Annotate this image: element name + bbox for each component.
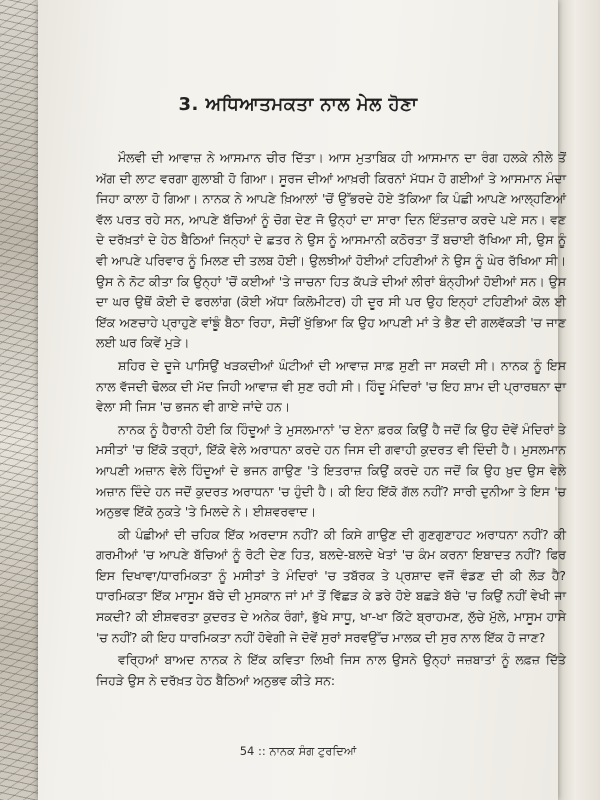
paragraph-4: ਕੀ ਪੰਛੀਆਂ ਦੀ ਚਹਿਕ ਇੱਕ ਅਰਦਾਸ ਨਹੀਂ? ਕੀ ਕਿਸੇ ਗਾਉਣ ਦੀ ਗੁਣਗੁਣਾਹਟ ਅਰਾਧਨਾ ਨਹੀਂ? ਕੀ ਗਰਮੀਆਂ 'ਚ ਆਪਣੇ ਬੱਚਿਆਂ ਨੂੰ ਰੋਟੀ ਦੇਣ ਹਿਤ, ਬਲਦੇ-ਬਲਦੇ ਖੇਤਾਂ 'ਚ ਕੰਮ ਕਰਨਾ ਇਬਾਦਤ ਨਹੀਂ? ਫਿਰ ਇਸ ਦਿਖਾਵਾ/ਧਾਰਮਿਕਤਾ ਨੂੰ ਮਸੀਤਾਂ ਤੇ ਮੰਦਿਰਾਂ 'ਚ ਤਬੱਰਕ ਤੇ ਪ੍ਰਸ਼ਾਦ ਵਜੋਂ ਵੰਡਣ ਦੀ ਕੀ ਲੋੜ ਹੈ? ਧਾਰਮਿਕਤਾ ਇੱਕ ਮਾਸੂਮ ਬੱਚੇ ਦੀ ਮੁਸਕਾਨ ਜਾਂ ਮਾਂ ਤੋਂ ਵਿੱਛੜ ਕੇ ਡਰੇ ਹੋਏ ਬਛੜੇ ਬੱਚੇ 'ਚ ਕਿਉਂ ਨਹੀਂ ਵੇਖੀ ਜਾ ਸਕਦੀ? ਕੀ ਈਸ਼ਵਰਤਾ ਕੁਦਰਤ ਦੇ ਅਨੇਕ ਰੰਗਾਂ, ਭੁੱਖੇ ਸਾਧੂ, ਖਾ-ਖਾ ਕਿੱਟੇ ਬ੍ਰਾਹਮਣ, ਲੁੱਚੇ ਮੁੱਲੇ, ਮਾਸੂਮ ਹਾਸੇ 'ਚ ਨਹੀਂ? ਕੀ ਇਹ ਧਾਰਮਿਕਤਾ ਨਹੀਂ ਹੋਵੇਗੀ ਜੇ ਦੋਵੇਂ ਸੁਰਾਂ ਸਰਵਉੱਚ ਮਾਲਕ ਦੀ ਸੁਰ ਨਾਲ ਇੱਕ ਹੋ ਜਾਣ?	[96, 526, 566, 645]
left-background-strip	[0, 0, 40, 800]
chapter-title: 3. ਅਧਿਆਤਮਕਤਾ ਨਾਲ ਮੇਲ ਹੋਣਾ	[178, 94, 418, 115]
book-page	[38, 0, 566, 800]
paragraph-2: ਸ਼ਹਿਰ ਦੇ ਦੂਜੇ ਪਾਸਿਉਂ ਖੜਕਦੀਆਂ ਘੰਟੀਆਂ ਦੀ ਆਵਾਜ਼ ਸਾਫ਼ ਸੁਣੀ ਜਾ ਸਕਦੀ ਸੀ। ਨਾਨਕ ਨੂੰ ਇਸ ਨਾਲ ਵੱਜਦੀ ਢੋਲਕ ਦੀ ਮੱਦ ਜਿਹੀ ਆਵਾਜ਼ ਵੀ ਸੁਣ ਰਹੀ ਸੀ। ਹਿੰਦੂ ਮੰਦਿਰਾਂ 'ਚ ਇਹ ਸ਼ਾਮ ਦੀ ਪ੍ਰਾਰਥਨਾ ਦਾ ਵੇਲਾ ਸੀ ਜਿਸ 'ਚ ਭਜਨ ਵੀ ਗਾਏ ਜਾਂਦੇ ਹਨ।	[96, 357, 566, 415]
paragraph-5: ਵਰ੍ਹਿਆਂ ਬਾਅਦ ਨਾਨਕ ਨੇ ਇੱਕ ਕਵਿਤਾ ਲਿਖੀ ਜਿਸ ਨਾਲ ਉਸਨੇ ਉਨ੍ਹਾਂ ਜਜ਼ਬਾਤਾਂ ਨੂੰ ਲਫ਼ਜ਼ ਦਿੱਤੇ ਜਿਹੜੇ ਉਸ ਨੇ ਦਰੱਖ਼ਤ ਹੇਠ ਬੈਠਿਆਂ ਅਨੁਭਵ ਕੀਤੇ ਸਨ:	[96, 652, 566, 688]
page-footer: 54 :: ਨਾਨਕ ਸੰਗ ਟੁਰਦਿਆਂ	[239, 744, 357, 758]
page-body	[96, 148, 566, 693]
paragraph-1: ਮੌਲਵੀ ਦੀ ਆਵਾਜ਼ ਨੇ ਆਸਮਾਨ ਚੀਰ ਦਿੱਤਾ। ਆਸ ਮੁਤਾਬਿਕ ਹੀ ਆਸਮਾਨ ਦਾ ਰੰਗ ਹਲਕੇ ਨੀਲੇ ਤੋਂ ਅੱਗ ਦੀ ਲਾਟ ਵਰਗਾ ਗੁਲਾਬੀ ਹੋ ਗਿਆ। ਸੂਰਜ ਦੀਆਂ ਆਖ਼ਰੀ ਕਿਰਨਾਂ ਮੱਧਮ ਹੋ ਗਈਆਂ ਤੇ ਆਸਮਾਨ ਮੰਦਾ ਜਿਹਾ ਕਾਲਾ ਹੋ ਗਿਆ। ਨਾਨਕ ਨੇ ਆਪਣੇ ਖ਼ਿਆਲਾਂ 'ਚੋਂ ਉੱਭਰਦੇ ਹੋਏ ਤੱਕਿਆ ਕਿ ਪੰਛੀ ਆਪਣੇ ਆਲ੍ਹਣਿਆਂ ਵੱਲ ਪਰਤ ਰਹੇ ਸਨ, ਆਪਣੇ ਬੱਚਿਆਂ ਨੂੰ ਚੋਗ ਦੇਣ ਜੋ ਉਨ੍ਹਾਂ ਦਾ ਸਾਰਾ ਦਿਨ ਇੰਤਜ਼ਾਰ ਕਰਦੇ ਪਏ ਸਨ। ਵਣ ਦੇ ਦਰੱਖ਼ਤਾਂ ਦੇ ਹੇਠ ਬੈਠਿਆਂ ਜਿਨ੍ਹਾਂ ਦੇ ਛਤਰ ਨੇ ਉਸ ਨੂੰ ਆਸਮਾਨੀ ਕਠੋਰਤਾ ਤੋਂ ਬਚਾਈ ਰੱਖਿਆ ਸੀ, ਉਸ ਨੂੰ ਵੀ ਆਪਣੇ ਪਰਿਵਾਰ ਨੂੰ ਮਿਲਣ ਦੀ ਤਲਬ ਹੋਈ। ਉਲਝੀਆਂ ਹੋਈਆਂ ਟਹਿਣੀਆਂ ਨੇ ਉਸ ਨੂੰ ਘੇਰ ਰੱਖਿਆ ਸੀ। ਉਸ ਨੇ ਨੋਟ ਕੀਤਾ ਕਿ ਉਨ੍ਹਾਂ 'ਚੋਂ ਕਈਆਂ 'ਤੇ ਜਾਚਨਾ ਹਿਤ ਕੱਪੜੇ ਦੀਆਂ ਲੀਰਾਂ ਬੰਨ੍ਹੀਆਂ ਹੋਈਆਂ ਸਨ। ਉਸ ਦਾ ਘਰ ਉਥੋਂ ਕੋਈ ਦੋ ਫਰਲਾਂਗ (ਕੋਈ ਅੱਧਾ ਕਿਲੋਮੀਟਰ) ਹੀ ਦੂਰ ਸੀ ਪਰ ਉਹ ਇਨ੍ਹਾਂ ਟਹਿਣੀਆਂ ਕੋਲ ਈ ਇੱਕ ਅਣਚਾਹੇ ਪ੍ਰਾਹੁਣੇ ਵਾਂਙੂੰ ਬੈਠਾ ਰਿਹਾ, ਸੋਚੀਂ ਖੁੱਭਿਆ ਕਿ ਉਹ ਆਪਣੀ ਮਾਂ ਤੇ ਭੈਣ ਦੀ ਗਲਵੱਕੜੀ 'ਚ ਜਾਣ ਲਈ ਘਰ ਕਿਵੇਂ ਮੁੜੇ।	[96, 150, 566, 351]
paragraph-3: ਨਾਨਕ ਨੂੰ ਹੈਰਾਨੀ ਹੋਈ ਕਿ ਹਿੰਦੂਆਂ ਤੇ ਮੁਸਲਮਾਨਾਂ 'ਚ ਏਨਾ ਫ਼ਰਕ ਕਿਉਂ ਹੈ ਜਦੋਂ ਕਿ ਉਹ ਦੋਵੇਂ ਮੰਦਿਰਾਂ ਤੇ ਮਸੀਤਾਂ 'ਚ ਇੱਕੋ ਤਰ੍ਹਾਂ, ਇੱਕੋ ਵੇਲੇ ਅਰਾਧਨਾ ਕਰਦੇ ਹਨ ਜਿਸ ਦੀ ਗਵਾਹੀ ਕੁਦਰਤ ਵੀ ਦਿੰਦੀ ਹੈ। ਮੁਸਲਮਾਨ ਆਪਣੀ ਅਜ਼ਾਨ ਵੇਲੇ ਹਿੰਦੂਆਂ ਦੇ ਭਜਨ ਗਾਉਣ 'ਤੇ ਇਤਰਾਜ਼ ਕਿਉਂ ਕਰਦੇ ਹਨ ਜਦੋਂ ਕਿ ਉਹ ਖ਼ੁਦ ਉਸ ਵੇਲੇ ਅਜ਼ਾਨ ਦਿੰਦੇ ਹਨ ਜਦੋਂ ਕੁਦਰਤ ਅਰਾਧਨਾ 'ਚ ਹੁੰਦੀ ਹੈ। ਕੀ ਇਹ ਇੱਕੋ ਗੱਲ ਨਹੀਂ? ਸਾਰੀ ਦੁਨੀਆ ਤੇ ਇਸ 'ਚ ਅਨੁਭਵ ਇੱਕੋ ਨੁਕਤੇ 'ਤੇ ਮਿਲਦੇ ਨੇ। ਈਸ਼ਵਰਵਾਦ।	[96, 421, 566, 520]
